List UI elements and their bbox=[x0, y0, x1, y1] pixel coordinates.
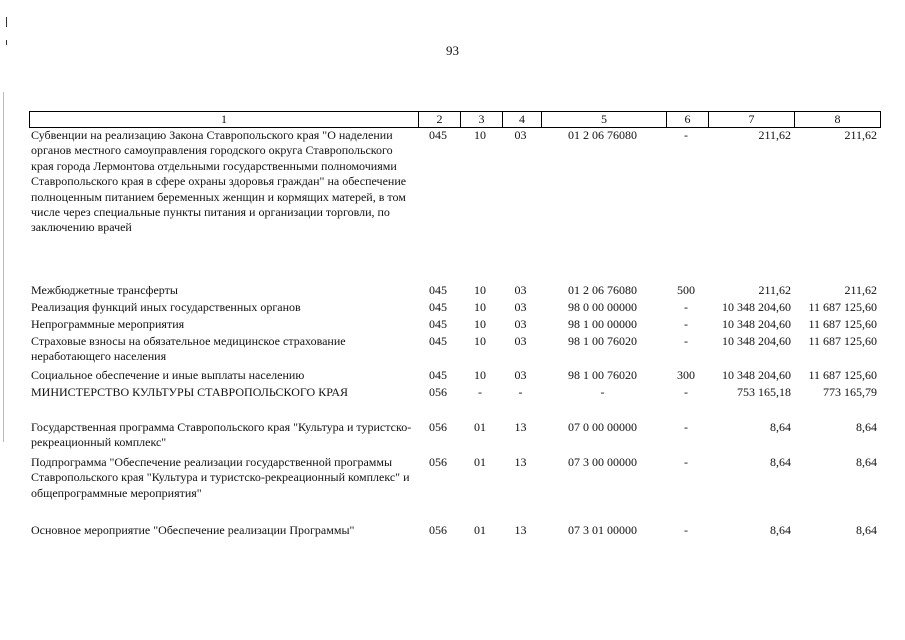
row-name: Социальное обеспечение и иные выплаты населению bbox=[31, 368, 305, 382]
table-row bbox=[29, 283, 879, 298]
col-3-value: 10 bbox=[474, 334, 486, 348]
table-row bbox=[29, 385, 879, 400]
col-5-value: - bbox=[600, 385, 605, 399]
col-3-value: 01 bbox=[474, 455, 486, 469]
header-cell: 6 bbox=[666, 112, 708, 127]
col-5-value: 98 1 00 00000 bbox=[568, 317, 637, 331]
col-8-value: 8,64 bbox=[856, 420, 877, 434]
col-4-value: 03 bbox=[514, 317, 527, 331]
col-4-value: - bbox=[518, 385, 523, 399]
col-2-value: 045 bbox=[429, 368, 447, 382]
col-6-value: - bbox=[684, 128, 688, 142]
col-6-value: - bbox=[684, 385, 688, 399]
table-header bbox=[29, 111, 881, 128]
table-row bbox=[29, 334, 879, 365]
col-4-value: 03 bbox=[514, 300, 527, 314]
col-8-value: 773 165,79 bbox=[823, 385, 877, 399]
col-2-value: 056 bbox=[429, 420, 447, 434]
col-4-value: 03 bbox=[514, 368, 527, 382]
col-7-value: 10 348 204,60 bbox=[722, 334, 791, 348]
header-cell: 7 bbox=[708, 112, 794, 127]
col-3-value: 01 bbox=[474, 523, 486, 537]
col-6-value: 500 bbox=[677, 283, 695, 297]
table-row bbox=[29, 420, 879, 451]
scan-mark bbox=[3, 92, 4, 442]
col-7-value: 8,64 bbox=[770, 523, 791, 537]
col-2-value: 045 bbox=[429, 283, 447, 297]
col-7-value: 211,62 bbox=[758, 128, 791, 142]
col-2-value: 045 bbox=[429, 300, 447, 314]
page-number: 93 bbox=[446, 43, 459, 58]
header-cell: 3 bbox=[460, 112, 502, 127]
col-8-value: 11 687 125,60 bbox=[808, 334, 877, 348]
col-6-value: 300 bbox=[677, 368, 695, 382]
row-name: Межбюджетные трансферты bbox=[31, 283, 178, 297]
scan-mark bbox=[6, 17, 7, 27]
col-2-value: 056 bbox=[429, 523, 447, 537]
col-5-value: 07 3 01 00000 bbox=[568, 523, 637, 537]
row-name: Страховые взносы на обязательное медицинское страхование неработающего населения bbox=[31, 334, 346, 364]
col-8-value: 11 687 125,60 bbox=[808, 317, 877, 331]
col-8-value: 11 687 125,60 bbox=[808, 368, 877, 382]
col-6-value: - bbox=[684, 334, 688, 348]
col-6-value: - bbox=[684, 523, 688, 537]
col-8-value: 8,64 bbox=[856, 523, 877, 537]
header-cell: 1 bbox=[221, 112, 227, 126]
col-3-value: 10 bbox=[474, 368, 486, 382]
col-3-value: 01 bbox=[474, 420, 486, 434]
col-6-value: - bbox=[684, 300, 688, 314]
table-row bbox=[29, 455, 879, 501]
row-name: Основное мероприятие "Обеспечение реализации Программы" bbox=[31, 523, 355, 537]
col-5-value: 01 2 06 76080 bbox=[568, 283, 637, 297]
table-row bbox=[29, 300, 879, 315]
table-row bbox=[29, 368, 879, 383]
col-2-value: 045 bbox=[429, 334, 447, 348]
col-5-value: 98 0 00 00000 bbox=[568, 300, 637, 314]
col-7-value: 753 165,18 bbox=[737, 385, 791, 399]
header-cell: 8 bbox=[794, 112, 880, 127]
header-cell: 4 bbox=[502, 112, 541, 127]
col-8-value: 211,62 bbox=[844, 128, 877, 142]
col-2-value: 056 bbox=[429, 455, 447, 469]
col-5-value: 01 2 06 76080 bbox=[568, 128, 637, 142]
table-row bbox=[29, 317, 879, 332]
col-8-value: 8,64 bbox=[856, 455, 877, 469]
col-5-value: 98 1 00 76020 bbox=[568, 368, 637, 382]
col-8-value: 211,62 bbox=[844, 283, 877, 297]
col-2-value: 056 bbox=[429, 385, 447, 399]
col-2-value: 045 bbox=[429, 317, 447, 331]
row-name: МИНИСТЕРСТВО КУЛЬТУРЫ СТАВРОПОЛЬСКОГО КРАЯ bbox=[31, 385, 349, 399]
col-4-value: 03 bbox=[514, 283, 527, 297]
table-row bbox=[29, 128, 879, 236]
col-4-value: 13 bbox=[514, 420, 527, 434]
col-6-value: - bbox=[684, 317, 688, 331]
header-cell: 5 bbox=[541, 112, 666, 127]
col-7-value: 211,62 bbox=[758, 283, 791, 297]
col-7-value: 8,64 bbox=[770, 455, 791, 469]
row-name: Непрограммные мероприятия bbox=[31, 317, 185, 331]
col-4-value: 13 bbox=[514, 523, 527, 537]
col-8-value: 11 687 125,60 bbox=[808, 300, 877, 314]
row-name: Реализация функций иных государственных органов bbox=[31, 300, 301, 314]
col-4-value: 03 bbox=[514, 334, 527, 348]
col-5-value: 07 0 00 00000 bbox=[568, 420, 637, 434]
row-name: Государственная программа Ставропольского края "Культура и туристско-рекреационный комплекс" bbox=[31, 420, 412, 450]
col-3-value: 10 bbox=[474, 317, 486, 331]
header-cell: 2 bbox=[418, 112, 460, 127]
col-3-value: 10 bbox=[474, 128, 486, 142]
col-3-value: - bbox=[478, 385, 482, 399]
col-4-value: 03 bbox=[514, 128, 527, 142]
col-6-value: - bbox=[684, 420, 688, 434]
col-7-value: 10 348 204,60 bbox=[722, 300, 791, 314]
col-2-value: 045 bbox=[429, 128, 447, 142]
col-7-value: 8,64 bbox=[770, 420, 791, 434]
table-row bbox=[29, 523, 879, 538]
col-6-value: - bbox=[684, 455, 688, 469]
col-5-value: 07 3 00 00000 bbox=[568, 455, 637, 469]
col-3-value: 10 bbox=[474, 283, 486, 297]
col-5-value: 98 1 00 76020 bbox=[568, 334, 637, 348]
row-name: Подпрограмма "Обеспечение реализации государственной программы Ставропольского края "Культура и туристско-рекреационный комплекс" и общепрограммные мероприятия" bbox=[31, 455, 410, 500]
col-7-value: 10 348 204,60 bbox=[722, 317, 791, 331]
col-4-value: 13 bbox=[514, 455, 527, 469]
col-7-value: 10 348 204,60 bbox=[722, 368, 791, 382]
row-name: Субвенции на реализацию Закона Ставропольского края "О наделении органов местного самоуправления городского округа Ставропольского края города Лермонтова отдельными государственными полномочиями Ставропольского края в сфере охраны здоровья граждан" на обеспечение полноценным питанием беременных женщин и кормящих матерей, в том числе через специальные пункты питания и организации торговли, по заключению врачей bbox=[31, 128, 407, 235]
col-3-value: 10 bbox=[474, 300, 486, 314]
